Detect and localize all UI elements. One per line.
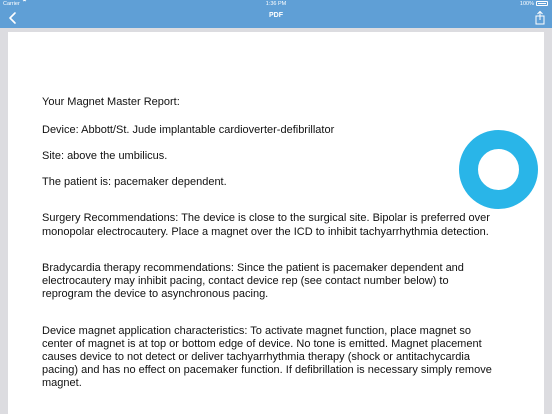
magnet-line-4: pacing) and has no effect on pacemaker function. If defibrillation is necessary simply remove — [42, 364, 492, 376]
status-bar — [0, 0, 552, 8]
brady-line-2: electrocautery may inhibit pacing, contact device rep (see contact number below) to — [42, 275, 449, 287]
report-heading: Your Magnet Master Report: — [42, 96, 180, 108]
brady-line-3: reprogram the device to asynchronous pacing. — [42, 288, 269, 300]
magnet-line-5: magnet. — [42, 377, 82, 389]
share-icon — [534, 10, 546, 26]
status-time: 1:36 PM — [265, 1, 287, 7]
brady-line-1: Bradycardia therapy recommendations: Since the patient is pacemaker dependent and — [42, 262, 464, 274]
battery-icon — [536, 1, 548, 6]
battery-percent: 100% — [519, 1, 534, 7]
surgery-line-1: Surgery Recommendations: The device is close to the surgical site. Bipolar is preferred over — [42, 212, 490, 224]
share-button[interactable] — [534, 10, 546, 26]
magnet-line-2: center of magnet is at top or bottom edge of device. No tone is emitted. Magnet placement — [42, 338, 482, 350]
device-line: Device: Abbott/St. Jude implantable cardioverter-defibrillator — [42, 124, 335, 136]
pdf-page — [8, 32, 544, 414]
magnet-line-3: causes device to not detect or deliver tachyarrhythmia therapy (shock or antitachycardia — [42, 351, 470, 363]
carrier-text: Carrier — [3, 1, 20, 7]
ring-logo-icon — [459, 130, 538, 209]
patient-line: The patient is: pacemaker dependent. — [42, 176, 227, 188]
nav-bar — [0, 8, 552, 28]
site-line: Site: above the umbilicus. — [42, 150, 168, 162]
nav-title: PDF — [269, 12, 283, 19]
surgery-line-2: monopolar electrocautery. Place a magnet over the ICD to inhibit tachyarrhythmia detection. — [42, 226, 489, 238]
battery-indicator — [520, 0, 548, 8]
magnet-line-1: Device magnet application characteristics: To activate magnet function, place magnet so — [42, 325, 472, 337]
